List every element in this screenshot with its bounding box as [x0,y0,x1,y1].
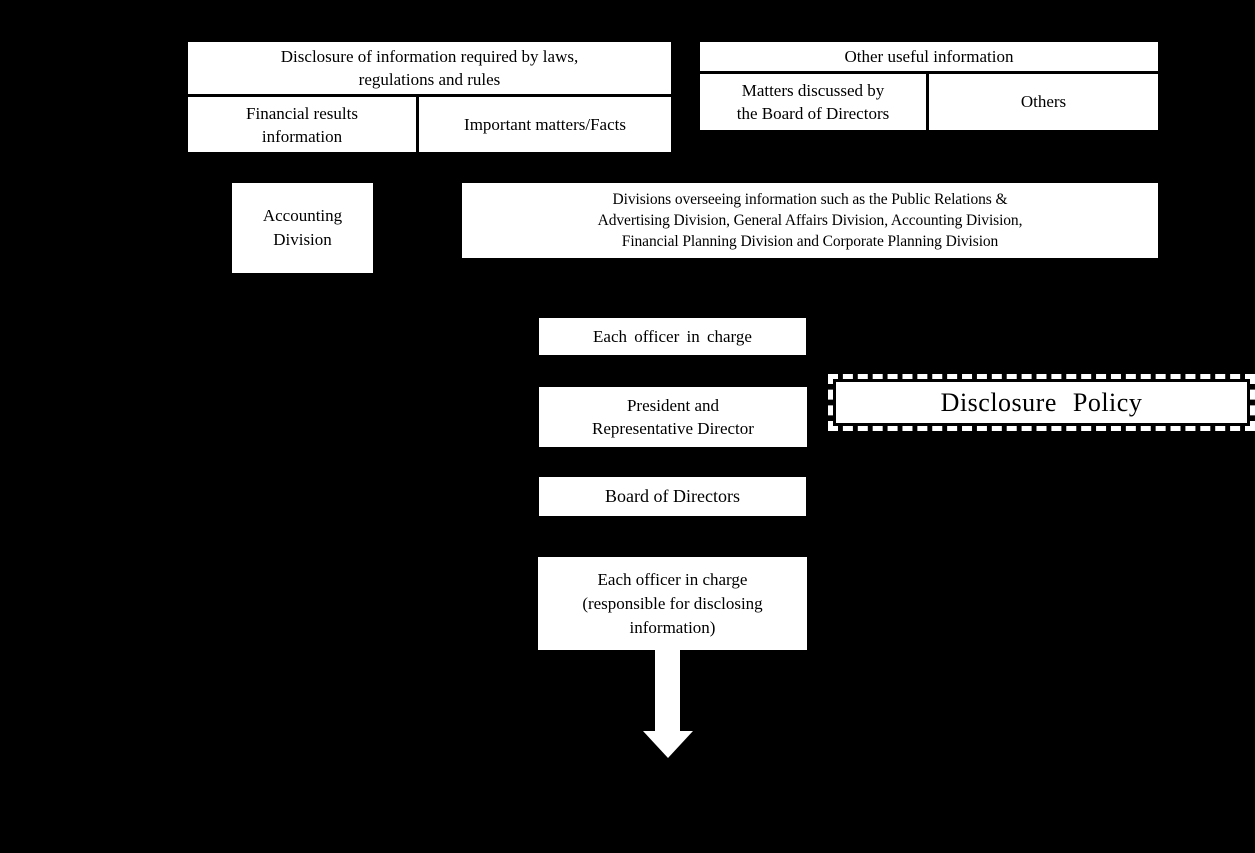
disclosure-policy-dashed-box [828,374,1255,431]
overseeing-divisions-line: Financial Planning Division and Corporate Planning Division [621,233,999,250]
others-cell [929,74,1158,130]
president-line: President and [626,396,720,415]
legal-disclosure-header-line: Disclosure of information required by laws, [280,47,579,66]
each-officer-disclosing-line: information) [629,617,716,637]
each-officer-disclosing-line: (responsible for disclosing [582,593,763,613]
president-line: Representative Director [592,419,754,438]
each-officer-label: Each officer in charge [593,326,752,346]
important-matters-cell [419,97,671,152]
down-arrow-icon [655,650,680,731]
legal-disclosure-header-box [188,42,671,94]
board-matters-line: Matters discussed by [741,81,885,100]
overseeing-divisions-box [462,183,1158,258]
accounting-division-box [232,183,373,273]
each-officer-in-charge-box [539,318,806,355]
others-label: Others [1020,92,1067,111]
board-matters-cell [700,74,926,130]
down-arrow-icon [643,731,693,758]
other-useful-information-label: Other useful information [844,46,1014,66]
overseeing-divisions-line: Divisions overseeing information such as the Public Relations & [612,191,1008,208]
accounting-division-line: Division [273,230,332,249]
other-useful-information-header-box [700,42,1158,71]
financial-results-line: information [261,126,343,146]
board-of-directors-label: Board of Directors [605,486,740,506]
disclosure-policy-label: Disclosure Policy [836,382,1247,423]
legal-disclosure-header-line: regulations and rules [358,70,501,89]
accounting-division-line: Accounting [262,206,343,225]
financial-results-cell [188,97,416,152]
board-of-directors-box [539,477,806,516]
each-officer-disclosing-line: Each officer in charge [597,569,748,589]
president-representative-director-box [539,387,807,447]
each-officer-disclosing-box [538,557,807,650]
important-matters-label: Important matters/Facts [464,114,626,134]
overseeing-divisions-line: Advertising Division, General Affairs Division, Accounting Division, [597,212,1023,229]
board-matters-line: the Board of Directors [736,104,890,123]
financial-results-line: Financial results [246,103,358,123]
